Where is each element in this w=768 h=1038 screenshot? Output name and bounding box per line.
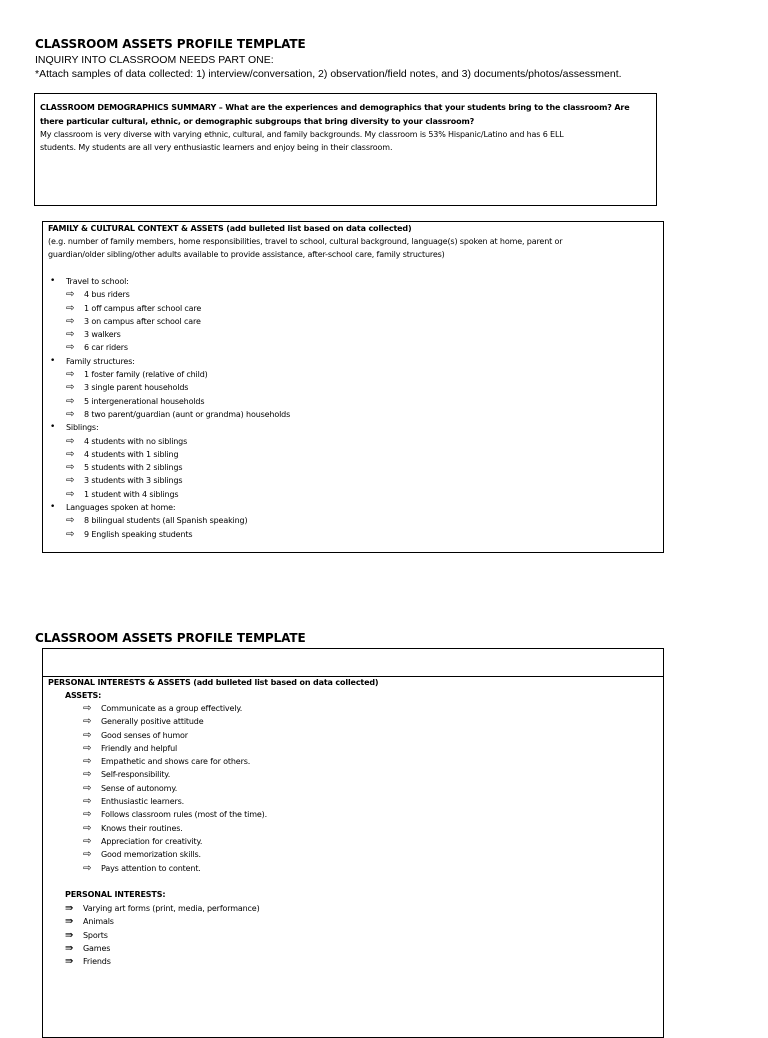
arrow-icon: ⇨ bbox=[83, 862, 92, 874]
family-list-item bbox=[48, 368, 648, 381]
asset-item-text: Appreciation for creativity. bbox=[101, 836, 203, 846]
interest-list-item bbox=[65, 929, 565, 942]
arrow-icon: ⇨ bbox=[66, 302, 75, 314]
family-group-label bbox=[48, 421, 648, 434]
double-arrow-icon: ⇛ bbox=[65, 903, 74, 914]
attach-note: *Attach samples of data collected: 1) interview/conversation, 2) observation/field notes, and 3) documents/photos/assessment. bbox=[35, 68, 622, 80]
interest-list-item bbox=[65, 955, 565, 968]
demographics-heading-line1: CLASSROOM DEMOGRAPHICS SUMMARY – What are the experiences and demographics that your students bring to the classroom? Are bbox=[40, 103, 630, 112]
arrow-icon: ⇨ bbox=[66, 448, 75, 460]
interest-item-text: Sports bbox=[83, 930, 108, 940]
asset-item-text: Knows their routines. bbox=[101, 823, 183, 833]
family-item-text: 3 walkers bbox=[84, 330, 121, 340]
family-item-text: 9 English speaking students bbox=[84, 529, 193, 539]
arrow-icon: ⇨ bbox=[66, 382, 75, 394]
family-list-item bbox=[48, 381, 648, 394]
family-item-text: 8 bilingual students (all Spanish speaking) bbox=[84, 516, 248, 526]
asset-item-text: Enthusiastic learners. bbox=[101, 797, 185, 807]
family-item-text: 6 car riders bbox=[84, 343, 128, 353]
family-list-item bbox=[48, 528, 648, 541]
asset-item-text: Communicate as a group effectively. bbox=[101, 704, 243, 713]
double-arrow-icon: ⇛ bbox=[65, 916, 74, 928]
double-arrow-icon: ⇛ bbox=[65, 956, 74, 968]
asset-list-item bbox=[81, 862, 581, 875]
family-item-text: 5 intergenerational households bbox=[84, 396, 205, 406]
asset-list-item bbox=[81, 702, 581, 715]
arrow-icon: ⇨ bbox=[66, 289, 75, 301]
asset-list-item bbox=[81, 795, 581, 808]
family-item-text: 8 two parent/guardian (aunt or grandma) households bbox=[84, 409, 291, 419]
family-item-text: 1 off campus after school care bbox=[84, 303, 202, 313]
family-item-text: 4 students with no siblings bbox=[84, 436, 188, 446]
family-list-item bbox=[48, 288, 648, 301]
asset-list-item bbox=[81, 848, 581, 861]
family-group-text: Family structures: bbox=[66, 356, 135, 366]
family-item-text: 4 bus riders bbox=[84, 290, 130, 300]
interest-list-item bbox=[65, 902, 565, 915]
asset-item-text: Good memorization skills. bbox=[101, 850, 201, 860]
family-group-label bbox=[48, 501, 648, 514]
arrow-icon: ⇨ bbox=[83, 716, 92, 728]
asset-item-text: Sense of autonomy. bbox=[101, 783, 178, 793]
family-list-item bbox=[48, 302, 648, 315]
family-heading: FAMILY & CULTURAL CONTEXT & ASSETS (add bulleted list based on data collected) bbox=[48, 224, 412, 233]
personal-interests-box bbox=[42, 648, 664, 1038]
bullet-icon: • bbox=[50, 355, 56, 366]
demographics-body-line1: My classroom is very diverse with varying ethnic, cultural, and family backgrounds. My classroom is 53% Hispanic/Latino and has 6 ELL bbox=[40, 130, 564, 139]
asset-item-text: Friendly and helpful bbox=[101, 743, 178, 753]
arrow-icon: ⇨ bbox=[83, 849, 92, 861]
interest-list-item bbox=[65, 915, 565, 928]
asset-item-text: Follows classroom rules (most of the time). bbox=[101, 810, 267, 820]
asset-list-item bbox=[81, 729, 581, 742]
double-arrow-icon: ⇛ bbox=[65, 929, 74, 941]
family-item-text: 4 students with 1 sibling bbox=[84, 449, 179, 459]
asset-list-item bbox=[81, 755, 581, 768]
arrow-icon: ⇨ bbox=[83, 756, 92, 768]
asset-item-text: Good senses of humor bbox=[101, 730, 188, 740]
family-group-label bbox=[48, 275, 648, 288]
asset-list-item bbox=[81, 782, 581, 795]
family-list-item bbox=[48, 435, 648, 448]
family-item-text: 1 student with 4 siblings bbox=[84, 489, 179, 499]
family-list bbox=[48, 275, 648, 541]
family-list-item bbox=[48, 488, 648, 501]
arrow-icon: ⇨ bbox=[83, 742, 92, 754]
asset-item-text: Empathetic and shows care for others. bbox=[101, 757, 251, 767]
bullet-icon: • bbox=[50, 276, 56, 286]
family-list-item bbox=[48, 395, 648, 408]
arrow-icon: ⇨ bbox=[66, 369, 75, 381]
bullet-icon: • bbox=[50, 502, 56, 513]
arrow-icon: ⇨ bbox=[83, 729, 92, 741]
family-item-text: 3 students with 3 siblings bbox=[84, 476, 183, 486]
family-description-line1: (e.g. number of family members, home responsibilities, travel to school, cultural background, language(s) spoken at home, parent or bbox=[48, 237, 563, 246]
family-group-text: Travel to school: bbox=[66, 277, 129, 286]
interest-item-text: Friends bbox=[83, 957, 111, 967]
family-item-text: 3 single parent households bbox=[84, 383, 189, 393]
asset-list-item bbox=[81, 808, 581, 821]
family-description-line2: guardian/older sibling/other adults available to provide assistance, after-school care, family structures) bbox=[48, 250, 445, 259]
arrow-icon: ⇨ bbox=[66, 528, 75, 540]
double-arrow-icon: ⇛ bbox=[65, 942, 74, 954]
asset-list-item bbox=[81, 742, 581, 755]
arrow-icon: ⇨ bbox=[66, 329, 75, 341]
demographics-box bbox=[34, 93, 657, 206]
family-context-box bbox=[42, 221, 664, 553]
asset-item-text: Generally positive attitude bbox=[101, 717, 204, 727]
arrow-icon: ⇨ bbox=[83, 822, 92, 834]
arrow-icon: ⇨ bbox=[66, 342, 75, 354]
arrow-icon: ⇨ bbox=[83, 769, 92, 781]
family-list-item bbox=[48, 514, 648, 527]
arrow-icon: ⇨ bbox=[83, 782, 92, 794]
arrow-icon: ⇨ bbox=[66, 515, 75, 527]
arrow-icon: ⇨ bbox=[83, 835, 92, 847]
family-group-label bbox=[48, 355, 648, 368]
family-group-text: Siblings: bbox=[66, 423, 99, 433]
interest-item-text: Animals bbox=[83, 917, 114, 927]
family-list-item bbox=[48, 315, 648, 328]
asset-list-item bbox=[81, 768, 581, 781]
family-list-item bbox=[48, 461, 648, 474]
personal-interests-label: PERSONAL INTERESTS: bbox=[65, 890, 166, 899]
arrow-icon: ⇨ bbox=[66, 462, 75, 474]
page-subtitle: INQUIRY INTO CLASSROOM NEEDS PART ONE: bbox=[35, 54, 274, 66]
demographics-body-line2: students. My students are all very enthusiastic learners and enjoy being in their classroom. bbox=[40, 143, 393, 152]
arrow-icon: ⇨ bbox=[83, 796, 92, 808]
personal-heading: PERSONAL INTERESTS & ASSETS (add bulleted list based on data collected) bbox=[48, 678, 379, 687]
asset-list-item bbox=[81, 715, 581, 728]
arrow-icon: ⇨ bbox=[66, 475, 75, 487]
family-item-text: 1 foster family (relative of child) bbox=[84, 370, 208, 380]
interests-list bbox=[65, 902, 565, 968]
arrow-icon: ⇨ bbox=[66, 408, 75, 420]
asset-item-text: Self-responsibility. bbox=[101, 770, 171, 780]
family-list-item bbox=[48, 341, 648, 354]
asset-list-item bbox=[81, 822, 581, 835]
interest-item-text: Games bbox=[83, 943, 111, 953]
arrow-icon: ⇨ bbox=[66, 435, 75, 447]
asset-list-item bbox=[81, 835, 581, 848]
family-item-text: 3 on campus after school care bbox=[84, 316, 201, 326]
interest-item-text: Varying art forms (print, media, performance) bbox=[83, 904, 260, 913]
asset-item-text: Pays attention to content. bbox=[101, 863, 201, 873]
family-list-item bbox=[48, 448, 648, 461]
family-item-text: 5 students with 2 siblings bbox=[84, 463, 183, 473]
page-title: CLASSROOM ASSETS PROFILE TEMPLATE bbox=[35, 37, 306, 51]
assets-label: ASSETS: bbox=[65, 691, 102, 700]
interest-list-item bbox=[65, 942, 565, 955]
assets-list bbox=[81, 702, 581, 875]
arrow-icon: ⇨ bbox=[66, 315, 75, 327]
family-group-text: Languages spoken at home: bbox=[66, 503, 176, 513]
family-list-item bbox=[48, 328, 648, 341]
arrow-icon: ⇨ bbox=[66, 395, 75, 407]
family-list-item bbox=[48, 408, 648, 421]
arrow-icon: ⇨ bbox=[83, 809, 92, 821]
page2-title: CLASSROOM ASSETS PROFILE TEMPLATE bbox=[35, 631, 306, 645]
demographics-heading-line2: there particular cultural, ethnic, or demographic subgroups that bring diversity to your classroom? bbox=[40, 117, 475, 126]
arrow-icon: ⇨ bbox=[83, 703, 92, 714]
bullet-icon: • bbox=[50, 422, 56, 433]
family-list-item bbox=[48, 474, 648, 487]
arrow-icon: ⇨ bbox=[66, 488, 75, 500]
